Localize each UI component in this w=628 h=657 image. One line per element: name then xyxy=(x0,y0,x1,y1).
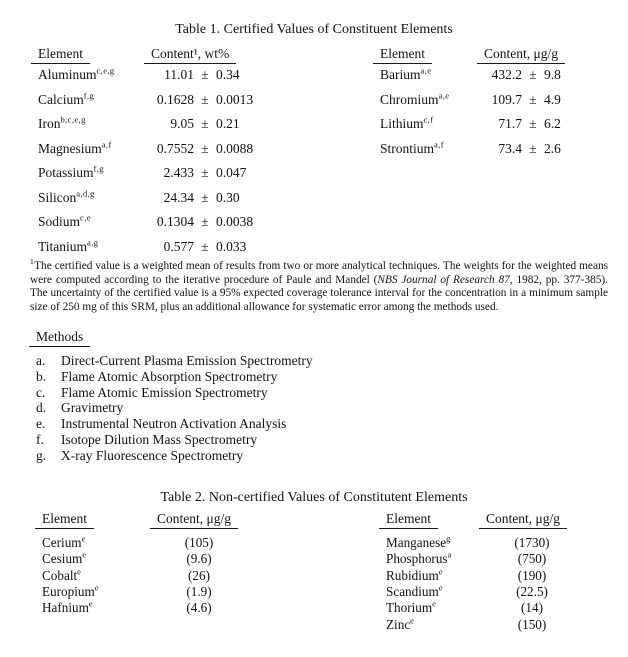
element-name: Cesium xyxy=(42,551,83,567)
table1-header-content-left: Content¹, wt% xyxy=(144,46,236,64)
method-superscript: a,f xyxy=(101,139,112,150)
element-name: Sodium xyxy=(38,214,81,230)
method-superscript: e xyxy=(432,598,437,609)
method-label: Flame Atomic Absorption Spectrometry xyxy=(61,368,278,384)
element-cell xyxy=(380,92,480,108)
footnote-marker: 1 xyxy=(30,257,35,267)
table1-left-rows xyxy=(38,63,286,259)
footnote-text-1: The certified value is a weighted mean of results from two or more analytical techniques. The weights for the weighted means were computed according to the iterative procedure of Paule and Mandel ( xyxy=(30,260,608,286)
element-name: Hafnium xyxy=(42,600,89,616)
uncertainty-cell: 6.2 xyxy=(544,116,561,132)
plus-minus-sign: ± xyxy=(201,116,209,132)
value-cell: 24.34 xyxy=(163,189,194,205)
uncertainty-cell: 0.033 xyxy=(216,238,247,254)
value-cell: 0.1304 xyxy=(156,214,194,230)
table2-title: Table 2. Non-certified Values of Constitutent Elements xyxy=(160,490,468,505)
element-cell xyxy=(42,600,158,616)
value-cell: 0.1628 xyxy=(156,91,194,107)
element-cell xyxy=(38,67,150,83)
value-cell: 11.01 xyxy=(164,67,194,83)
element-cell xyxy=(38,141,150,157)
element-cell xyxy=(38,116,150,132)
plus-minus-sign: ± xyxy=(201,165,209,181)
element-name: Aluminum xyxy=(38,67,97,83)
value-cell: (190) xyxy=(517,567,547,583)
element-cell xyxy=(380,116,480,132)
element-cell xyxy=(38,165,150,181)
method-letter: c. xyxy=(36,384,46,400)
element-cell xyxy=(38,190,150,206)
method-letter: f. xyxy=(36,431,44,447)
element-cell xyxy=(42,568,158,584)
table1-header-content-right: Content, μg/g xyxy=(477,46,565,64)
element-cell xyxy=(380,141,480,157)
element-cell xyxy=(38,239,150,255)
table2-header-element-left: Element xyxy=(35,511,94,529)
plus-minus-sign: ± xyxy=(529,116,537,132)
element-name: Scandium xyxy=(386,584,439,600)
method-label: Gravimetry xyxy=(61,400,124,416)
value-cell: (1.9) xyxy=(186,584,212,600)
table2-header-element-right: Element xyxy=(379,511,438,529)
element-cell xyxy=(386,617,488,633)
element-name: Barium xyxy=(380,67,421,83)
method-label: Flame Atomic Emission Spectrometry xyxy=(61,384,268,400)
method-superscript: e xyxy=(410,615,415,626)
element-cell xyxy=(386,568,488,584)
method-letter: a. xyxy=(36,352,46,368)
element-name: Silicon xyxy=(38,189,77,205)
table1-header-element-left: Element xyxy=(31,46,90,64)
method-superscript: b,c,e,g xyxy=(60,114,86,125)
uncertainty-cell: 0.21 xyxy=(216,116,240,132)
footnote xyxy=(30,257,608,314)
table1-title: Table 1. Certified Values of Constituent Elements xyxy=(175,22,453,37)
uncertainty-cell: 9.8 xyxy=(544,67,561,83)
methods-heading: Methods xyxy=(29,329,90,347)
element-cell xyxy=(42,535,158,551)
method-superscript: a xyxy=(447,550,452,561)
plus-minus-sign: ± xyxy=(529,140,537,156)
plus-minus-sign: ± xyxy=(201,67,209,83)
element-name: Chromium xyxy=(380,91,439,107)
plus-minus-sign: ± xyxy=(529,91,537,107)
value-cell: 432.2 xyxy=(491,67,522,83)
element-cell xyxy=(380,67,480,83)
method-label: Direct-Current Plasma Emission Spectrometry xyxy=(61,352,313,368)
value-cell: 0.577 xyxy=(163,238,194,254)
footnote-citation: NBS Journal of Research 87 xyxy=(377,273,510,286)
method-superscript: e xyxy=(77,566,82,577)
method-label: Isotope Dilution Mass Spectrometry xyxy=(61,431,258,447)
method-superscript: e xyxy=(94,582,99,593)
element-cell xyxy=(38,92,150,108)
plus-minus-sign: ± xyxy=(201,91,209,107)
value-cell: (22.5) xyxy=(516,584,548,600)
value-cell: (150) xyxy=(517,616,547,632)
table1-header-element-right: Element xyxy=(373,46,432,64)
method-superscript: f,g xyxy=(83,90,95,101)
method-letter: g. xyxy=(36,447,47,463)
method-superscript: c,e,g xyxy=(96,65,115,76)
value-cell: (14) xyxy=(521,600,543,616)
method-letter: e. xyxy=(36,416,46,432)
method-superscript: f,g xyxy=(93,163,104,174)
method-superscript: a,d,g xyxy=(76,188,95,199)
plus-minus-sign: ± xyxy=(201,238,209,254)
value-cell: 109.7 xyxy=(491,91,522,107)
element-name: Rubidium xyxy=(386,567,439,583)
table1-right-rows xyxy=(380,63,594,161)
uncertainty-cell: 0.0013 xyxy=(216,91,254,107)
method-letter: b. xyxy=(36,368,47,384)
uncertainty-cell: 4.9 xyxy=(544,91,561,107)
uncertainty-cell: 0.0038 xyxy=(216,214,254,230)
element-name: Phosphorus xyxy=(386,551,448,567)
value-cell: 0.7552 xyxy=(156,140,194,156)
value-cell: (1730) xyxy=(514,535,550,551)
value-cell: 73.4 xyxy=(498,140,522,156)
element-name: Magnesium xyxy=(38,140,102,156)
uncertainty-cell: 0.34 xyxy=(216,67,240,83)
plus-minus-sign: ± xyxy=(529,67,537,83)
element-name: Iron xyxy=(38,116,61,132)
uncertainty-cell: 0.0088 xyxy=(216,140,254,156)
value-cell: (26) xyxy=(188,567,210,583)
table2-header-content-left: Content, μg/g xyxy=(150,511,238,529)
uncertainty-cell: 2.6 xyxy=(544,140,561,156)
plus-minus-sign: ± xyxy=(201,189,209,205)
method-superscript: e xyxy=(81,533,86,544)
element-cell xyxy=(42,584,158,600)
method-superscript: g xyxy=(446,533,451,544)
method-superscript: e xyxy=(438,566,443,577)
method-superscript: a,e xyxy=(420,65,432,76)
method-superscript: c,e xyxy=(80,212,91,223)
value-cell: 71.7 xyxy=(498,116,522,132)
element-cell xyxy=(386,600,488,616)
value-cell: 2.433 xyxy=(163,165,194,181)
element-name: Calcium xyxy=(38,91,84,107)
element-name: Titanium xyxy=(38,238,88,254)
method-letter: d. xyxy=(36,400,47,416)
method-superscript: c,f xyxy=(423,114,434,125)
element-name: Europium xyxy=(42,584,95,600)
element-name: Cerium xyxy=(42,535,82,551)
element-cell xyxy=(38,214,150,230)
method-superscript: a,g xyxy=(87,237,99,248)
element-name: Potassium xyxy=(38,165,94,181)
value-cell: (4.6) xyxy=(186,600,212,616)
element-name: Strontium xyxy=(380,140,435,156)
element-cell xyxy=(386,584,488,600)
element-name: Zinc xyxy=(386,616,411,632)
uncertainty-cell: 0.30 xyxy=(216,189,240,205)
table2-header-content-right: Content, μg/g xyxy=(479,511,567,529)
element-name: Manganese xyxy=(386,535,447,551)
value-cell: (9.6) xyxy=(186,551,212,567)
plus-minus-sign: ± xyxy=(201,214,209,230)
table2-right-rows xyxy=(386,535,576,633)
method-label: X-ray Fluorescence Spectrometry xyxy=(61,447,244,463)
method-superscript: e xyxy=(88,598,94,609)
table2-left-rows xyxy=(42,535,240,616)
methods-list xyxy=(36,353,313,464)
element-cell xyxy=(42,551,158,567)
element-cell xyxy=(386,551,488,567)
plus-minus-sign: ± xyxy=(201,140,209,156)
uncertainty-cell: 0.047 xyxy=(216,165,247,181)
method-superscript: a,f xyxy=(434,139,444,150)
footnote-text-2: , 1982, pp. 377-385). The uncertainty of the certified value is a 95% expected coverage tolerance interval for the concentration in a minimum sample size of 250 mg of this SRM, plus an additional allowance for systematic error among the methods used. xyxy=(30,273,608,313)
value-cell: (105) xyxy=(184,535,214,551)
method-label: Instrumental Neutron Activation Analysis xyxy=(61,416,287,432)
method-superscript: a,e xyxy=(438,90,450,101)
element-name: Cobalt xyxy=(42,567,78,583)
method-superscript: e xyxy=(82,550,87,561)
method-superscript: e xyxy=(438,582,443,593)
value-cell: (750) xyxy=(517,551,547,567)
element-name: Thorium xyxy=(386,600,433,616)
element-cell xyxy=(386,535,488,551)
element-name: Lithium xyxy=(380,116,424,132)
value-cell: 9.05 xyxy=(170,116,194,132)
